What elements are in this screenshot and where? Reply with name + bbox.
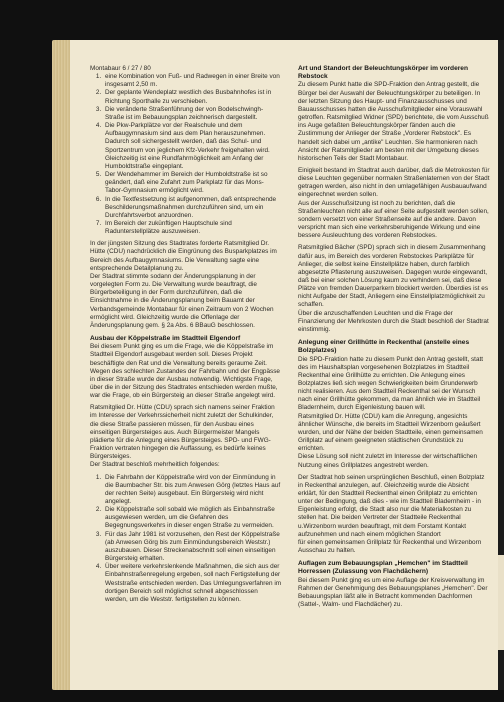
paragraph: Der Stadtrat stimmte sodann der Änderungsplanung in der vorgelegten Form zu. Die Verwaltung wurde beauftragt, die Bürgerbeteiligung in der Form durchzuführen, daß die Einsichtnahme in die Änderungsplanung beim Bauamt der Verbandsgemeinde Montabaur für einen Zeitraum von 2 Wochen ermöglicht wird. Gleichzeitig wurde die Offenlage der Änderungsplanung gem. § 2a Abs. 6 BBauG beschlossen. (90, 272, 274, 329)
paragraph: Der Stadtrat hob seinen ursprünglichen Beschluß, einen Bolzplatz in Reckenthal anzulegen, auf. Gleichzeitig wurde die Absicht erklärt, für den Stadtteil Reckenthal einen Grillplatz zu errichten unter der Bedingung, daß dies - wie im Stadtteil Bladernheim - in Eigenleistung erfolgt, die Stadt also nur die Materialkosten zu stellen hat. Die beiden Vertreter der Stadtteile Reckenthal u.Wirzenborn wurden beauftragt, mit dem Forstamt Kontakt aufzunehmen und nach einem möglichen Standort (298, 473, 485, 538)
paragraph: Ratsmitglied Bächer (SPD) sprach sich in diesem Zusammenhang dafür aus, im Bereich des vorderen Rebstockes Parkplätze für Anlieger, die selbst keine Einstellplätze haben, durch farblich abgesetzte Pflasterung auszuweisen. Dagegen wurde eingewandt, daß bei einer solchen Lösung kaum zu verhindern sei, daß diese Plätze von fremden Dauerparkern blockiert werden. Überdies ist es nicht Aufgabe der Stadt, Anliegern eine Einstellplatzmöglichkeit zu schaffen. (298, 244, 489, 309)
page-number: Montabaur 6 / 27 / 80 (90, 65, 151, 72)
list-item: 4. Die Pkw-Parkplätze vor der Realschule und dem Aufbaugymnasium sind aus dem Plan herauszunehmen. Dadurch soll sichergestellt werden, daß das Schul- und Sportzentrum von jeglichem Kfz-Verkehr freigehalten wird. Gleichzeitig ist eine Rundfahrmöglichkeit am Anfang der Humboldtstraße eingeplant. (103, 122, 282, 171)
list-item: 2. Der geplante Wendeplatz westlich des Busbahnhofes ist in Richtung Sporthalle zu verschieben. (103, 89, 282, 105)
list-item: 5. Der Wendehammer im Bereich der Humboldtstraße ist so geändert, daß eine Zufahrt zum Parkplatz für das Mons- Tabor-Gymnasium ermöglicht wird. (103, 171, 282, 195)
book-page (70, 40, 500, 690)
numbered-list (90, 474, 282, 605)
list-item: 3. Für das Jahr 1981 ist vorzusehen, den Rest der Köppelstraße (ab Anwesen Görg bis zum Einmündungsbereich Weststr.) auszubauen. Dieser Streckenabschnitt soll einen einseitigen Bürgersteig erhalten. (103, 531, 282, 564)
paragraph: Der Stadtrat beschloß mehrheitlich folgendes: (90, 461, 220, 469)
list-item: 6. In die Textfestsetzung ist aufgenommen, daß entsprechende Beschilderungsmaßnahmen durchzuführen sind, um ein Durchfahrtsverbot anzuordnen. (103, 196, 282, 220)
numbered-list (90, 73, 282, 236)
right-text-column (298, 65, 490, 609)
paragraph: Aus der Ausschußsitzung ist noch zu berichten, daß die Straßenleuchten nicht alle auf einer Seite aufgestellt werden sollen, sondern versetzt von einer Straßenseite auf die andere. Davon verspricht man sich eine verkehrsberuhigende Wirkung und eine bessere Ausleuchtung des vorderen Rebstockes. (298, 199, 489, 240)
paragraph: für einen gemeinsamen Grillplatz für Reckenthal und Wirzenborn Ausschau zu halten. (298, 538, 482, 555)
section-heading: Art und Standort der Beleuchtungskörper im vorderen Rebstock (298, 65, 468, 81)
book-page-stack (52, 40, 72, 690)
paragraph: Einigkeit bestand im Stadtrat auch darüber, daß die Metrokosten für diese Leuchten gegenüber normalen Straßenlaternen von der Stadt getragen werden, also nicht in den umlagefähigen Ausbauaufwand eingerechnet werden sollen. (298, 166, 490, 199)
section-heading: Ausbau der Köppelstraße im Stadtteil Elgendorf (90, 335, 241, 342)
list-item: 1. Die Fahrbahn der Köppelstraße wird von der Einmündung in die Baumbacher Str. bis zum Anwesen Görg (letztes Haus auf der rechten Seite) ausgebaut. Ein Bürgersteig wird nicht angelegt. (103, 474, 282, 507)
list-item: 4. Über weitere verkehrslenkende Maßnahmen, die sich aus der Einbahnstraßenregelung ergeben, soll nach Fertigstellung der Weststraße entschieden werden. Das Umlegungsverfahren im dortigen Bereich soll möglichst schnell abgeschlossen werden, um die Weststr. fertigstellen zu können. (103, 563, 282, 604)
list-item: 2. Die Köppelstraße soll sobald wie möglich als Einbahnstraße ausgewiesen werden, um die Gefahren des Begegnungsverkehrs in dieser engen Straße zu vermeiden. (103, 506, 282, 530)
next-page-edge (498, 555, 504, 650)
list-item: 3. Die veränderte Straßenführung der von Bodelschwingh-Straße ist im Bebauungsplan zeichnerisch dargestellt. (103, 106, 282, 122)
section-heading: Anlegung einer Grillhütte in Reckenthal (anstelle eines Bolzplatzes) (298, 339, 470, 355)
paragraph: Ratsmitglied Dr. Hütte (CDU) sprach sich namens seiner Fraktion im Interesse der Verkehrssicherheit nicht zuletzt der Schulkinder, die diese Straße passieren müssen, für den Ausbau eines einseitigen Bürgersteiges aus. Auch Bürgermeister Mangels plädierte für die Anlegung eines Bürgersteiges. SPD- und FWG-Fraktion vertraten hingegen die Auffassung, es bedürfe keines Bürgersteiges. (90, 404, 275, 461)
paragraph: In der jüngsten Sitzung des Stadtrates forderte Ratsmitglied Dr. Hütte (CDU) nachdrücklich die Eingrünung des Busparkplatzes im Bereich des Aufbaugymnasiums. Die Verwaltung sagte eine entsprechende Detailplanung zu. (90, 240, 277, 272)
paragraph: Bei diesem Punkt ging es um die Frage, wie die Köppelstraße im Stadtteil Elgendorf ausgebaut werden soll. Dieses Projekt beschäftigte den Rat und die Verwaltung bereits geraume Zeit. Wegen des schlechten Zustandes der Fahrbahn und der Engpässe in dieser Straße wurde der Ausbau notwendig. Wichtigste Frage, über die in der Sitzung des Stadtrates entschieden werden mußte, war die Frage, ob ein Bürgersteig an dieser Straße angelegt wird. (90, 343, 280, 400)
paragraph: Die SPD-Fraktion hatte zu diesem Punkt den Antrag gestellt, statt des im Haushaltsplan vorgesehenen Bolzplatzes im Stadtteil Reckenthal eine Grillhütte zu errichten. Die Anlegung eines Bolzplatzes ließ sich wegen Schwierigkeiten beim Grunderwerb nicht realisieren. Aus dem Stadtteil Reckenthal sei der Wunsch nach einer Grillhütte gekommen, da man ähnlich wie im Stadtteil Bladernheim, durch Eigenleistung bauen will. (298, 355, 484, 412)
paragraph: Diese Lösung soll nicht zuletzt im Interesse der wirtschaftlichen Nutzung eines Grillplatzes angestrebt werden. (298, 453, 478, 469)
paragraph: Über die anzuschaffenden Leuchten und die Frage der Finanzierung der Mehrkosten durch die Stadt beschloß der Stadtrat einstimmig. (298, 309, 489, 333)
left-text-column (90, 65, 282, 604)
section-heading: Auflagen zum Bebauungsplan „Hemchen" im Stadtteil Horressen (Zulassung von Flachdächern) (298, 560, 468, 576)
paragraph: Bei diesem Punkt ging es um eine Auflage der Kreisverwaltung im Rahmen der Genehmigung des Bebauungsplanes „Hemchen". Der Bebauungsplan läßt alle in Betracht kommenden Dachformen (Sattel-, Walm- und Flachdächer) zu. (298, 576, 488, 609)
list-item: 7. Im Bereich der zukünftigen Hauptschule sind Radunterstellplätze auszuweisen. (103, 220, 282, 236)
paragraph: Zu diesem Punkt hatte die SPD-Fraktion den Antrag gestellt, die Bürger bei der Auswahl der Beleuchtungskörper zu beteiligen. In der letzten Sitzung des Haupt- und Finanzausschusses und Bauausschusses hatten die Ausschußmitglieder eine Vorauswahl getroffen. Ratsmitglied Widner (SPD) berichtete, die vom Ausschuß ins Auge gefaßten Beleuchtungskörper fänden auch die Zustimmung der Anlieger der Straße „Vorderer Rebstock". Es handelt sich dabei um „antike" Leuchten. Sie harmonieren nach Ansicht der Ratsmitglieder am besten mit der Umgebung dieses historischen Teils der Stadt Montabaur. (298, 81, 489, 162)
paragraph: Ratsmitglied Dr. Hütte (CDU) kam die Anregung, angesichts ähnlicher Wünsche, die bereits im Stadtteil Wirzenborn geäußert wurden, und der Nähe der beiden Stadtteile, einen gemeinsamen Grillplatz auf einem geeigneten städtischen Grundstück zu errichten. (298, 412, 483, 453)
list-item: 1. eine Kombination von Fuß- und Radwegen in einer Breite von insgesamt 2,50 m. (103, 73, 282, 89)
